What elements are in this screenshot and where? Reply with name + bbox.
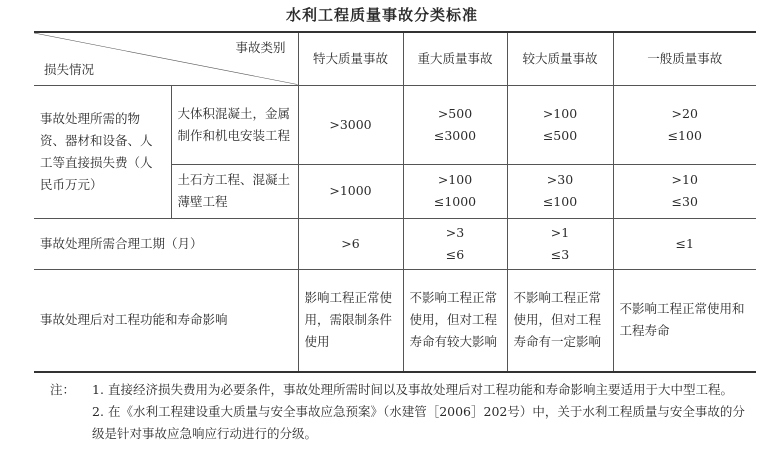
note-item [50,401,750,445]
sub2-value-general: >10 ≤30 [613,164,756,218]
sub2-value-larger: >30 ≤100 [507,164,613,218]
sub2-label: 土石方工程、混凝土薄壁工程 [171,164,298,218]
classification-table [34,31,756,373]
period-value-major: >3 ≤6 [403,218,507,269]
period-label: 事故处理所需合理工期（月） [34,218,298,269]
sub1-value-larger: >100 ≤500 [507,85,613,164]
impact-label: 事故处理后对工程功能和寿命影响 [34,269,298,372]
period-value-larger: >1 ≤3 [507,218,613,269]
note-text: 在《水利工程建设重大质量与安全事故应急预案》（水建管［2006］202号）中，关于水利工程质量与安全事故的分级是针对事故应急响应行动进行的分级。 [92,404,745,441]
note-text: 直接经济损失费用为必要条件，事故处理所需时间以及事故处理后对工程功能和寿命影响主要适用于大中型工程。 [107,382,733,397]
diagonal-header-cell [34,32,298,85]
sub2-value-major: >100 ≤1000 [403,164,507,218]
note-number: 2. [92,404,104,419]
period-value-extra-major: >6 [298,218,403,269]
loss-header: 损失情况 [44,61,95,77]
notes-label: 注： [50,382,76,397]
table-row [34,85,756,164]
col-header-major: 重大质量事故 [403,32,507,85]
table-row [34,269,756,372]
document-title: 水利工程质量事故分类标准 [285,6,478,24]
period-value-general: ≤1 [613,218,756,269]
notes-section [50,379,750,445]
sub1-label: 大体积混凝土，金属制作和机电安装工程 [171,85,298,164]
sub1-value-major: >500 ≤3000 [403,85,507,164]
sub2-value-extra-major: >1000 [298,164,403,218]
col-header-larger: 较大质量事故 [507,32,613,85]
category-header: 事故类别 [235,40,286,55]
impact-value-extra-major: 影响工程正常使用，需限制条件使用 [298,269,403,372]
col-header-extra-major: 特大质量事故 [298,32,403,85]
header-row [34,32,756,85]
sub1-value-extra-major: >3000 [298,85,403,164]
table-row [34,218,756,269]
impact-value-major: 不影响工程正常使用，但对工程寿命有较大影响 [403,269,507,372]
direct-loss-label: 事故处理所需的物资、器材和设备、人工等直接损失费（人民币万元） [34,85,171,218]
impact-value-general: 不影响工程正常使用和工程寿命 [613,269,756,372]
note-number: 1. [92,382,104,397]
col-header-general: 一般质量事故 [613,32,756,85]
impact-value-larger: 不影响工程正常使用，但对工程寿命有一定影响 [507,269,613,372]
note-item [50,379,750,401]
sub1-value-general: >20 ≤100 [613,85,756,164]
